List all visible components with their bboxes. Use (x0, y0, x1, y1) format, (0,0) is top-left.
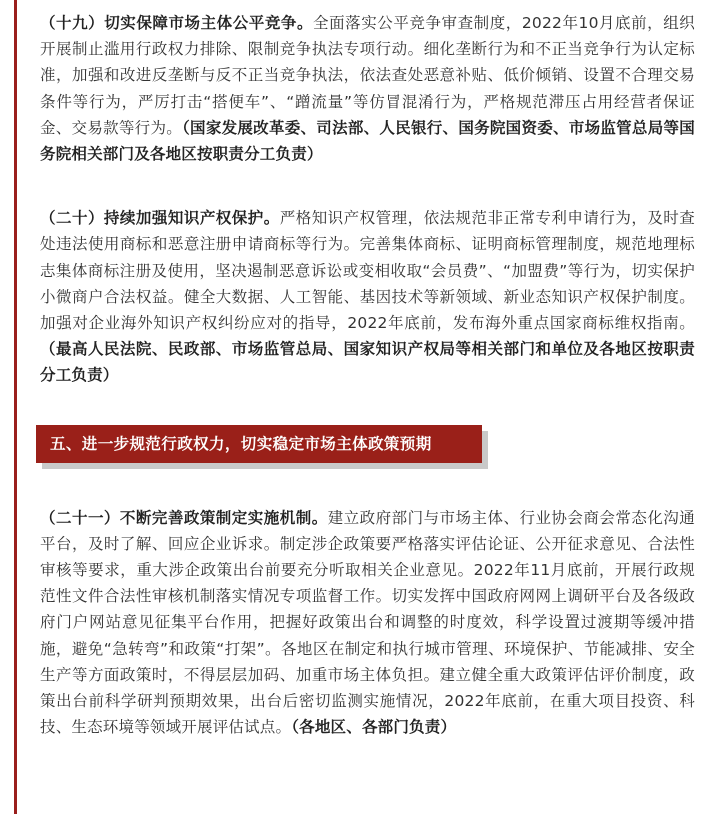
paragraph-20 (40, 205, 695, 388)
paragraph-19 (40, 10, 695, 167)
paragraph-19-responsibility: （国家发展改革委、司法部、人民银行、国务院国资委、市场监管总局等国务院相关部门及各地区按职责分工负责） (40, 118, 695, 164)
paragraph-20-body: 严格知识产权管理，依法规范非正常专利申请行为，及时查处违法使用商标和恶意注册申请商标等行为。完善集体商标、证明商标管理制度，规范地理标志集体商标注册及使用，坚决遏制恶意诉讼或变相收取“会员费”、“加盟费”等行为，切实保护小微商户合法权益。健全大数据、人工智能、基因技术等新领域、新业态知识产权保护制度。加强对企业海外知识产权纠纷应对的指导，2022年底前，发布海外重点国家商标维权指南。 (40, 209, 695, 333)
paragraph-21 (40, 505, 695, 741)
paragraph-20-lead: （二十）持续加强知识产权保护。 (40, 209, 280, 228)
section-heading: 五、进一步规范行政权力，切实稳定市场主体政策预期 (36, 425, 482, 463)
paragraph-20-responsibility: （最高人民法院、民政部、市场监管总局、国家知识产权局等相关部门和单位及各地区按职责分工负责） (40, 340, 695, 385)
paragraph-21-responsibility: （各地区、各部门负责） (291, 718, 457, 737)
left-accent-rule (14, 0, 17, 814)
paragraph-19-body: 全面落实公平竞争审查制度，2022年10月底前，组织开展制止滥用行政权力排除、限制竞争执法专项行动。细化垄断行为和不正当竞争行为认定标准，加强和改进反垄断与反不正当竞争执法，依法查处恶意补贴、低价倾销、设置不合理交易条件等行为，严厉打击“搭便车”、“蹭流量”等仿冒混淆行为，严格规范滞压占用经营者保证金、交易款等行为。 (40, 14, 695, 137)
article-body (40, 10, 695, 740)
paragraph-21-lead: （二十一）不断完善政策制定实施机制。 (40, 508, 328, 527)
paragraph-19-lead: （十九）切实保障市场主体公平竞争。 (40, 14, 314, 32)
section-heading-block (36, 425, 695, 467)
paragraph-21-body: 建立政府部门与市场主体、行业协会商会常态化沟通平台，及时了解、回应企业诉求。制定涉企政策要严格落实评估论证、公开征求意见、合法性审核等要求，重大涉企政策出台前要充分听取相关企业意见。2022年11月底前，开展行政规范性文件合法性审核机制落实情况专项监督工作。切实发挥中国政府网网上调研平台及各级政府门户网站意见征集平台作用，把握好政策出台和调整的时度效，科学设置过渡期等缓冲措施，避免“急转弯”和政策“打架”。各地区在制定和执行城市管理、环境保护、节能减排、安全生产等方面政策时，不得层层加码、加重市场主体负担。建立健全重大政策评估评价制度，政策出台前科学研判预期效果，出台后密切监测实施情况，2022年底前，在重大项目投资、科技、生态环境等领域开展评估试点。 (40, 508, 695, 737)
